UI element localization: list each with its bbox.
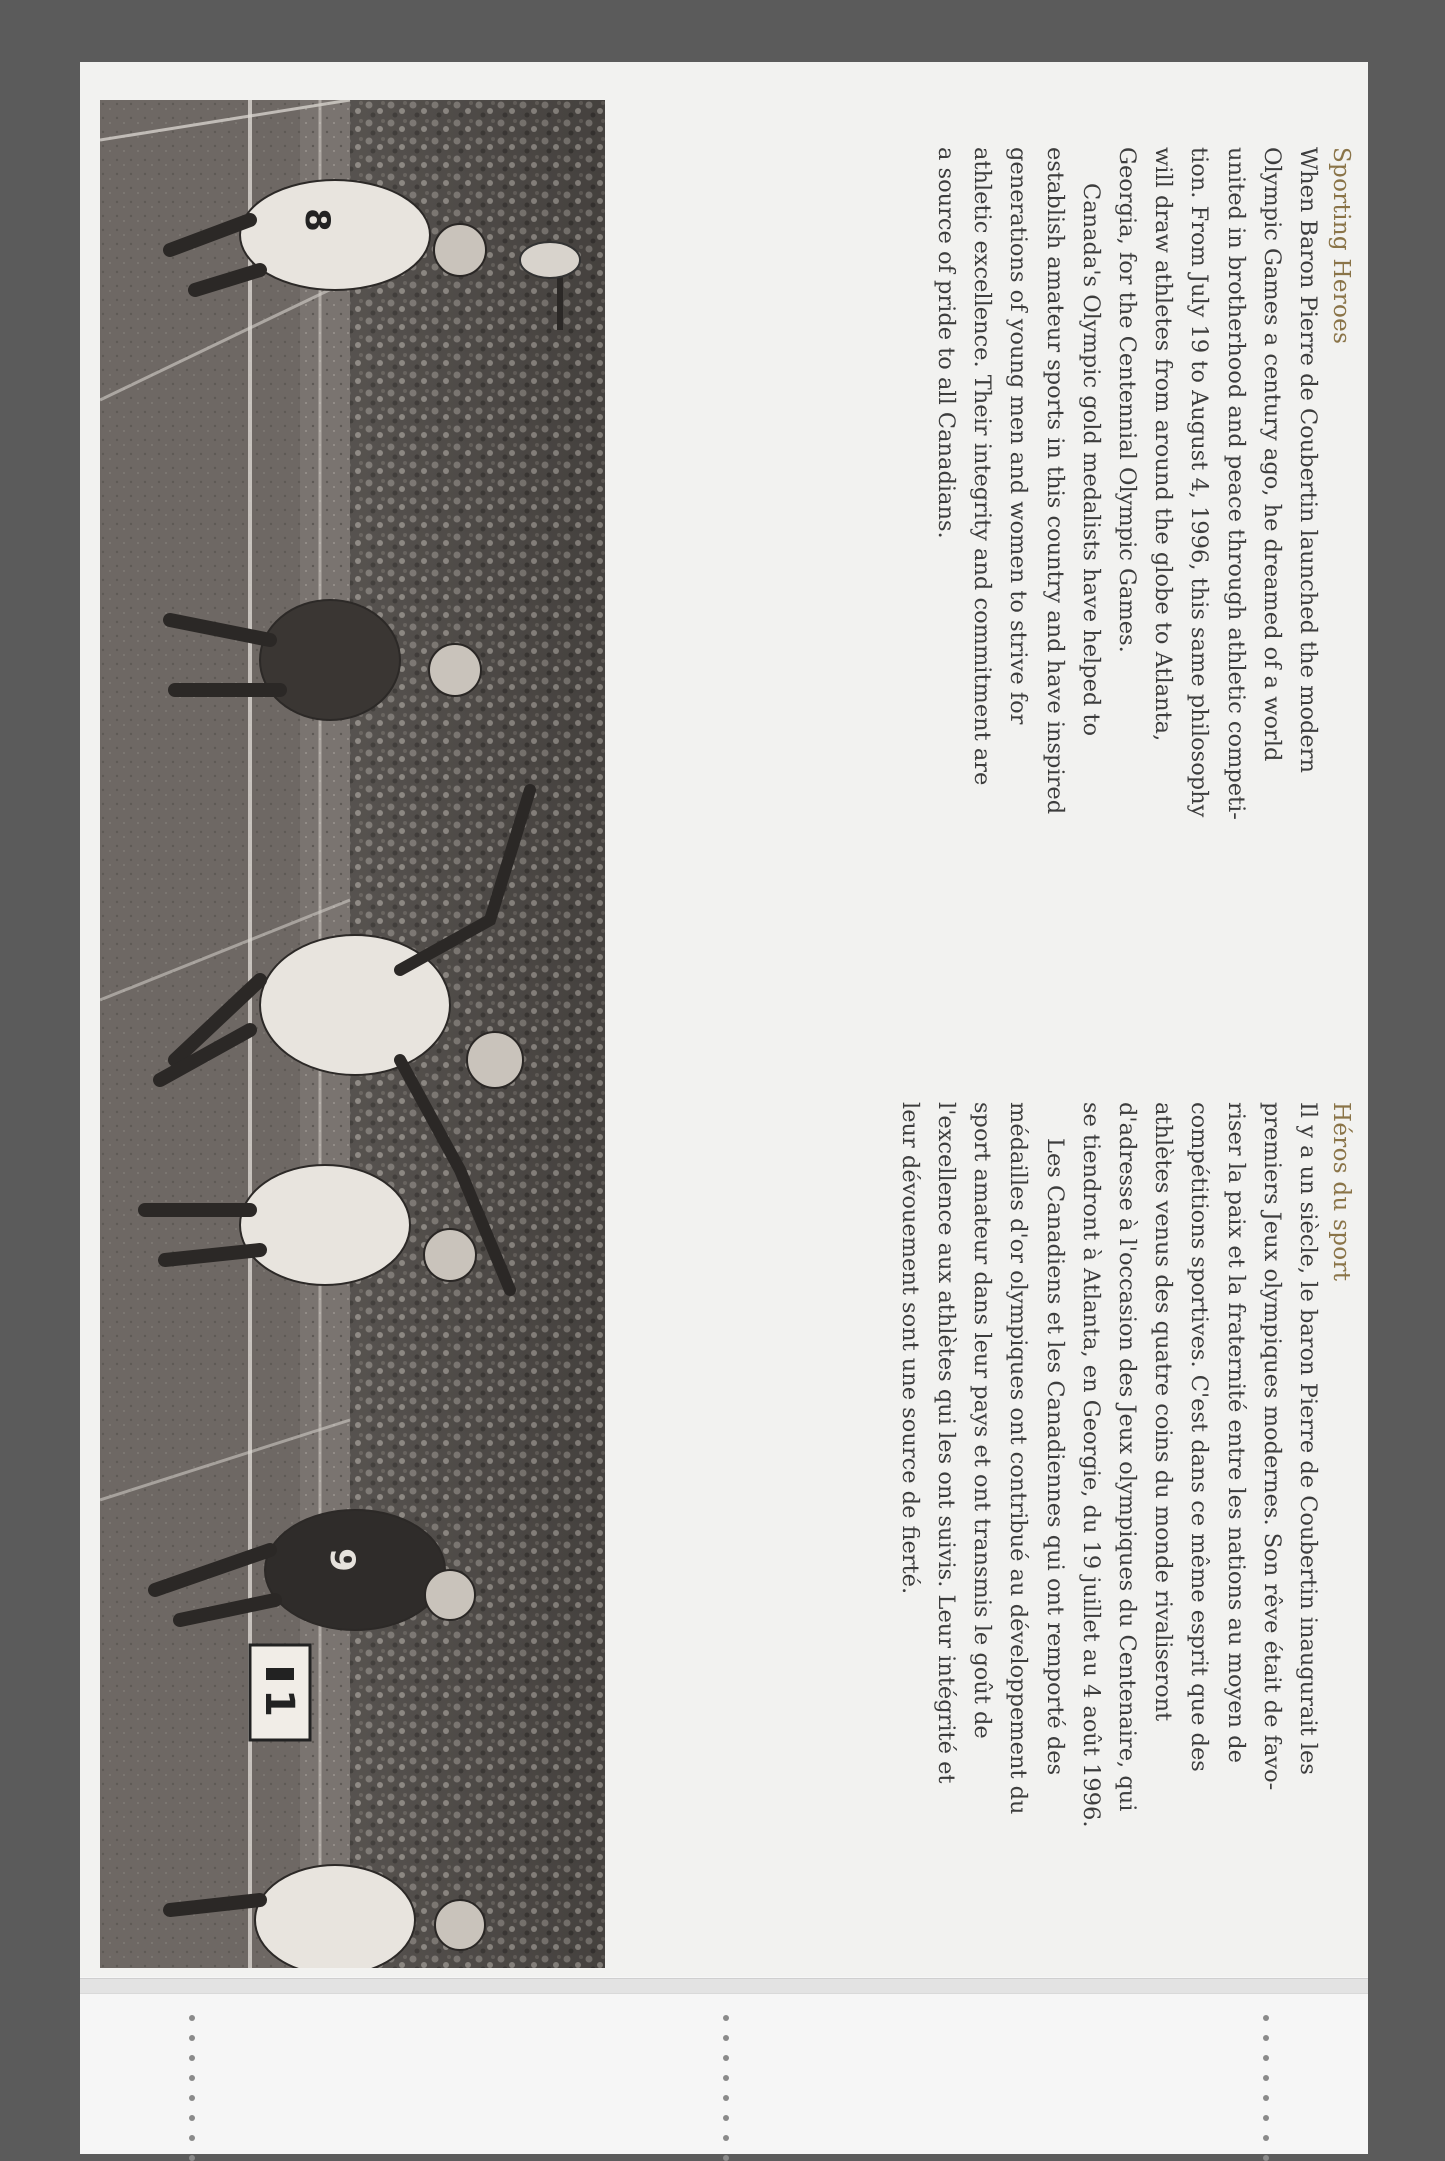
fr-line-3: riser la paix et la fraternité entre les nations au moyen de [1222,1102,1249,1763]
runner-number-1: 1 [255,1689,302,1717]
en-line-3: united in brotherhood and peace through athletic competi- [1222,147,1249,820]
french-text [892,1102,1326,2032]
french-section [892,1102,1354,2032]
en-line-11: a source of pride to all Canadians. [932,147,959,539]
perforation-left [184,2015,200,2161]
perforation-middle [718,2015,734,2161]
en-line-4: tion. From July 19 to August 4, 1996, this same philosophy [1186,147,1213,818]
fr-line-1: Il y a un siècle, le baron Pierre de Coubertin inaugurait les [1295,1102,1321,1775]
en-line-9: generations of young men and women to strive for [1005,147,1032,725]
french-heading: Héros du sport [1328,1102,1354,1282]
en-line-2: Olympic Games a century ago, he dreamed of a world [1258,147,1285,762]
text-layer [80,62,1368,1977]
en-line-10: athletic excellence. Their integrity and commitment are [969,147,996,786]
rotated-content [80,62,1368,1977]
fr-line-6: d'adresse à l'occasion des Jeux olympiques du Centenaire, qui [1113,1102,1140,1812]
runner-number-8: 8 [296,208,337,232]
en-line-8: establish amateur sports in this country and have inspired [1041,147,1068,815]
fr-line-9: médailles d'or olympiques ont contribué au développement du [1005,1102,1032,1815]
fr-line-5: athlètes venus des quatre coins du monde rivaliseront [1150,1102,1177,1722]
fr-line-10: sport amateur dans leur pays et ont transmis le goût de [969,1102,996,1739]
runner-number-9: 9 [321,1548,362,1572]
fr-line-4: compétitions sportives. C'est dans ce même esprit que des [1186,1102,1213,1772]
en-line-5: will draw athletes from around the globe to Atlanta, [1150,147,1177,742]
english-text [928,147,1326,1077]
fr-line-12: leur dévouement sont une source de fierté. [896,1102,923,1595]
fr-line-11: l'excellence aux athlètes qui les ont suivis. Leur intégrité et [932,1102,959,1784]
perforation-right [1258,2015,1274,2161]
en-line-1: When Baron Pierre de Coubertin launched the modern [1295,147,1321,773]
en-line-7: Canada's Olympic gold medalists have helped to [1077,183,1104,737]
english-section [928,147,1354,1077]
fr-line-8: Les Canadiens et les Canadiennes qui ont remporté des [1041,1138,1068,1776]
en-line-6: Georgia, for the Centennial Olympic Games. [1113,147,1140,653]
fr-line-2: premiers Jeux olympiques modernes. Son rêve était de favo- [1258,1102,1285,1791]
english-heading: Sporting Heroes [1328,147,1354,345]
fr-line-7: se tiendront à Atlanta, en Georgie, du 19 juillet au 4 août 1996. [1077,1102,1104,1828]
